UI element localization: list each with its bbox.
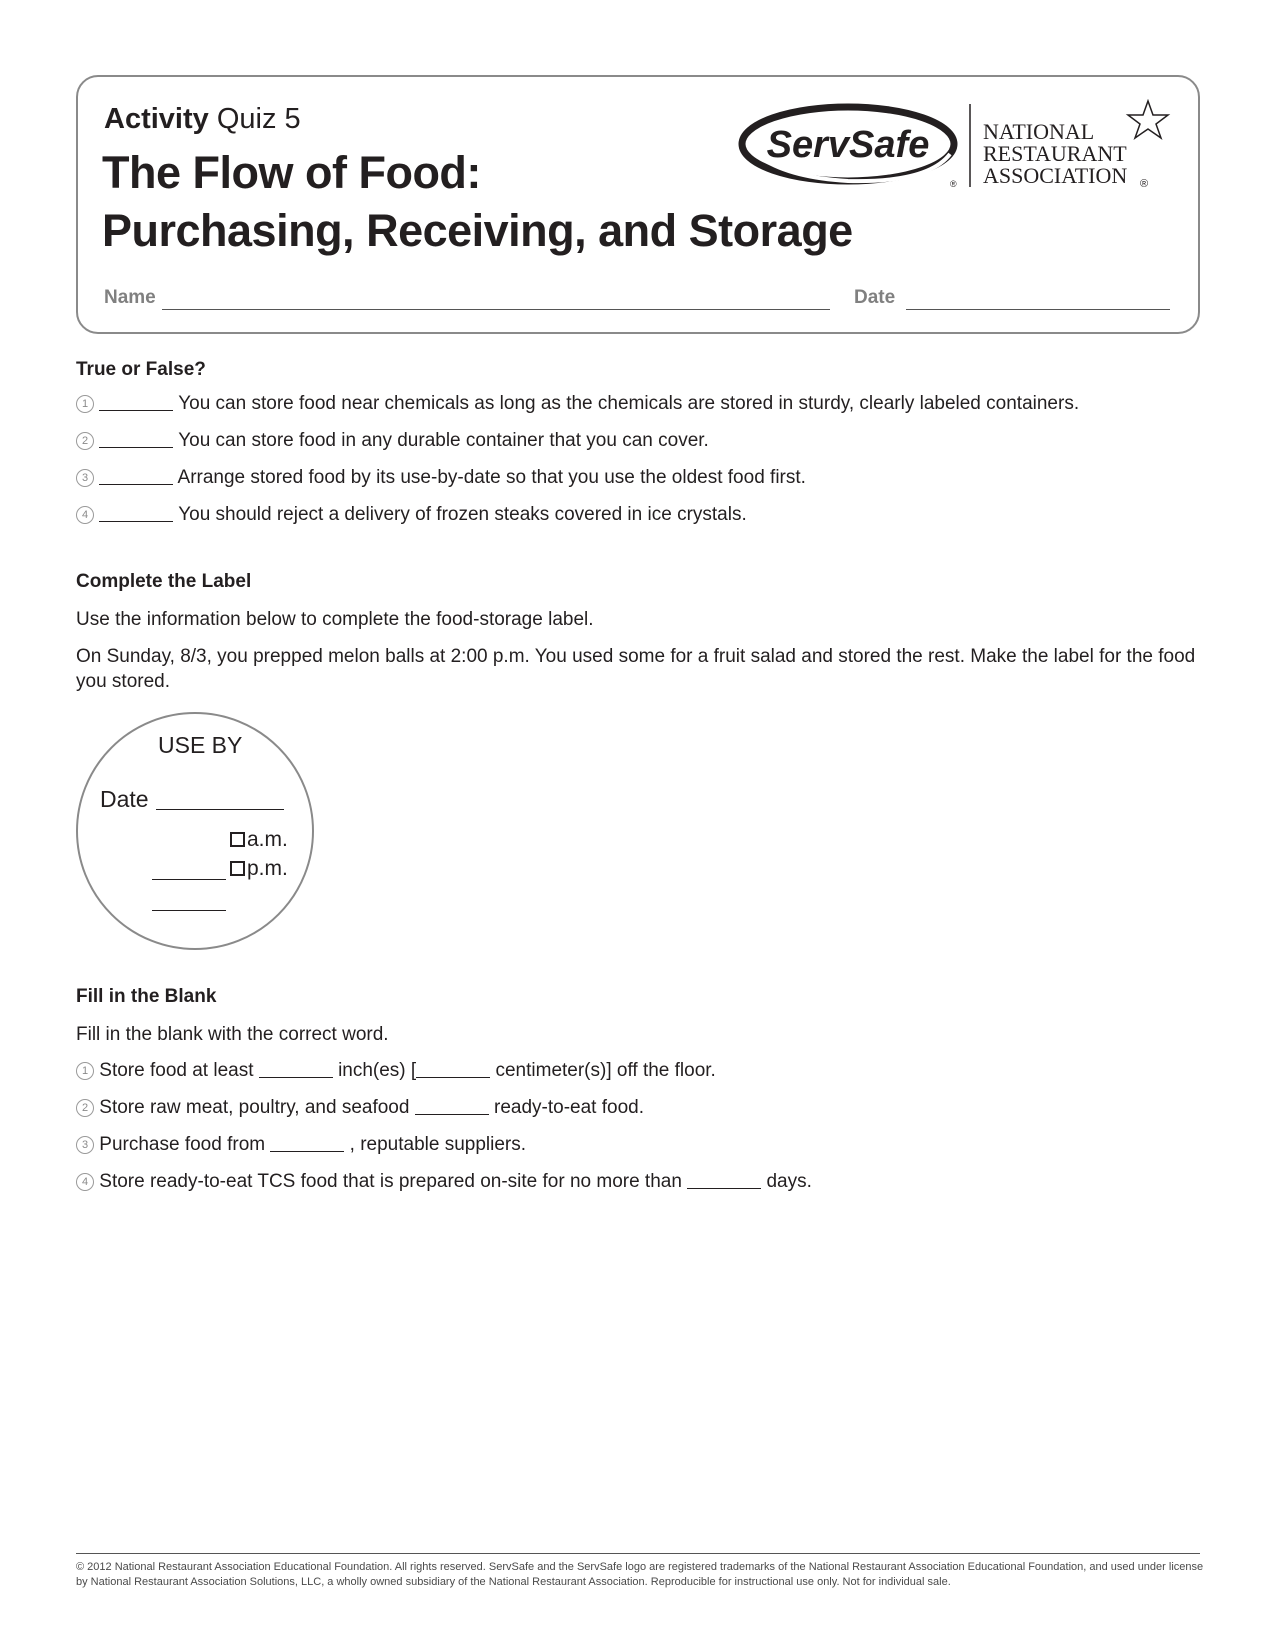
fill-blank-item (76, 1171, 812, 1197)
page-title-line1: The Flow of Food: (102, 147, 481, 198)
statement-text: You can store food in any durable container that you can cover. (178, 430, 709, 451)
nra-registered-mark: ® (1140, 178, 1149, 190)
name-date-row (104, 287, 1170, 317)
item-text-post: centimeter(s)] off the floor. (495, 1060, 716, 1081)
use-by-label (76, 712, 314, 950)
time-minute-blank[interactable] (152, 910, 226, 911)
item-number-icon: 2 (76, 432, 94, 450)
copyright-footer: © 2012 National Restaurant Association Educational Foundation. All rights reserved. ServSafe and the ServSafe logo are registered trademarks of the National Restaurant Association Educational Foundation, and used under license by National Restaurant Association Solutions, LLC, a wholly owned subsidiary of the National Restaurant Association. Reproducible for instructional use only. Not for individual sale. (76, 1561, 1204, 1588)
answer-blank[interactable] (259, 1060, 333, 1078)
statement-text: You can store food near chemicals as long as the chemicals are stored in sturdy, clearly labeled containers. (178, 393, 1080, 414)
activity-quiz-label (104, 103, 301, 136)
item-number-icon: 4 (76, 506, 94, 524)
item-text-pre: Store food at least (99, 1060, 254, 1081)
item-text-post: ready-to-eat food. (494, 1097, 644, 1118)
true-false-item (76, 430, 709, 456)
am-checkbox-icon[interactable] (230, 832, 245, 847)
answer-blank[interactable] (270, 1134, 344, 1152)
item-number-icon: 3 (76, 1136, 94, 1154)
fill-blank-instruction: Fill in the blank with the correct word. (76, 1024, 389, 1045)
nra-line1: NATIONAL (983, 119, 1095, 144)
statement-text: Arrange stored food by its use-by-date so that you use the oldest food first. (177, 467, 806, 488)
nra-line3: ASSOCIATION (983, 163, 1128, 188)
item-number-icon: 4 (76, 1173, 94, 1191)
logo-graphic (738, 99, 1178, 199)
nra-line2: RESTAURANT (983, 141, 1127, 166)
complete-label-heading: Complete the Label (76, 571, 252, 592)
answer-blank[interactable] (99, 467, 173, 485)
item-text-pre: Store raw meat, poultry, and seafood (99, 1097, 410, 1118)
item-text-pre: Purchase food from (99, 1134, 266, 1155)
label-date-text: Date (100, 786, 149, 812)
item-number-icon: 1 (76, 1062, 94, 1080)
pm-text: p.m. (247, 857, 288, 880)
item-number-icon: 2 (76, 1099, 94, 1117)
am-option[interactable] (230, 828, 288, 852)
servsafe-registered-mark: ® (950, 179, 957, 189)
name-field-line[interactable] (162, 309, 830, 310)
header-panel (76, 75, 1200, 334)
answer-blank[interactable] (99, 393, 173, 411)
date-label: Date (854, 287, 896, 308)
name-label: Name (104, 287, 156, 308)
item-text-post: , reputable suppliers. (349, 1134, 527, 1155)
fill-blank-item (76, 1134, 526, 1160)
item-text-post: days. (766, 1171, 812, 1192)
answer-blank[interactable] (415, 1097, 489, 1115)
am-text: a.m. (247, 828, 288, 851)
fill-blank-heading: Fill in the Blank (76, 986, 217, 1007)
servsafe-wordmark: ServSafe (766, 124, 930, 166)
servsafe-nra-logo (738, 99, 1178, 199)
true-false-heading: True or False? (76, 359, 206, 380)
pm-option[interactable] (230, 857, 288, 881)
nra-star-icon (1128, 101, 1168, 138)
page-title-line2: Purchasing, Receiving, and Storage (102, 205, 853, 256)
footer-divider (76, 1553, 1200, 1554)
use-by-title: USE BY (158, 732, 243, 758)
answer-blank[interactable] (687, 1171, 761, 1189)
statement-text: You should reject a delivery of frozen steaks covered in ice crystals. (178, 504, 747, 525)
pm-checkbox-icon[interactable] (230, 861, 245, 876)
quiz-number: Quiz 5 (208, 103, 301, 135)
item-number-icon: 1 (76, 395, 94, 413)
true-false-item (76, 393, 1079, 419)
fill-blank-item (76, 1060, 716, 1086)
answer-blank[interactable] (99, 504, 173, 522)
fill-blank-item (76, 1097, 644, 1123)
label-date-blank[interactable] (156, 809, 284, 810)
activity-word: Activity (104, 103, 209, 135)
item-text-mid: inch(es) [ (338, 1060, 417, 1081)
time-hour-blank[interactable] (152, 879, 226, 880)
date-field-line[interactable] (906, 309, 1170, 310)
true-false-item (76, 504, 747, 530)
item-number-icon: 3 (76, 469, 94, 487)
true-false-item (76, 467, 806, 493)
item-text-pre: Store ready-to-eat TCS food that is prepared on-site for no more than (99, 1171, 682, 1192)
label-scenario: On Sunday, 8/3, you prepped melon balls at 2:00 p.m. You used some for a fruit salad and stored the rest. Make the label for the food you stored. (76, 646, 1196, 692)
answer-blank[interactable] (99, 430, 173, 448)
answer-blank[interactable] (416, 1060, 490, 1078)
label-instruction: Use the information below to complete the food-storage label. (76, 609, 594, 630)
